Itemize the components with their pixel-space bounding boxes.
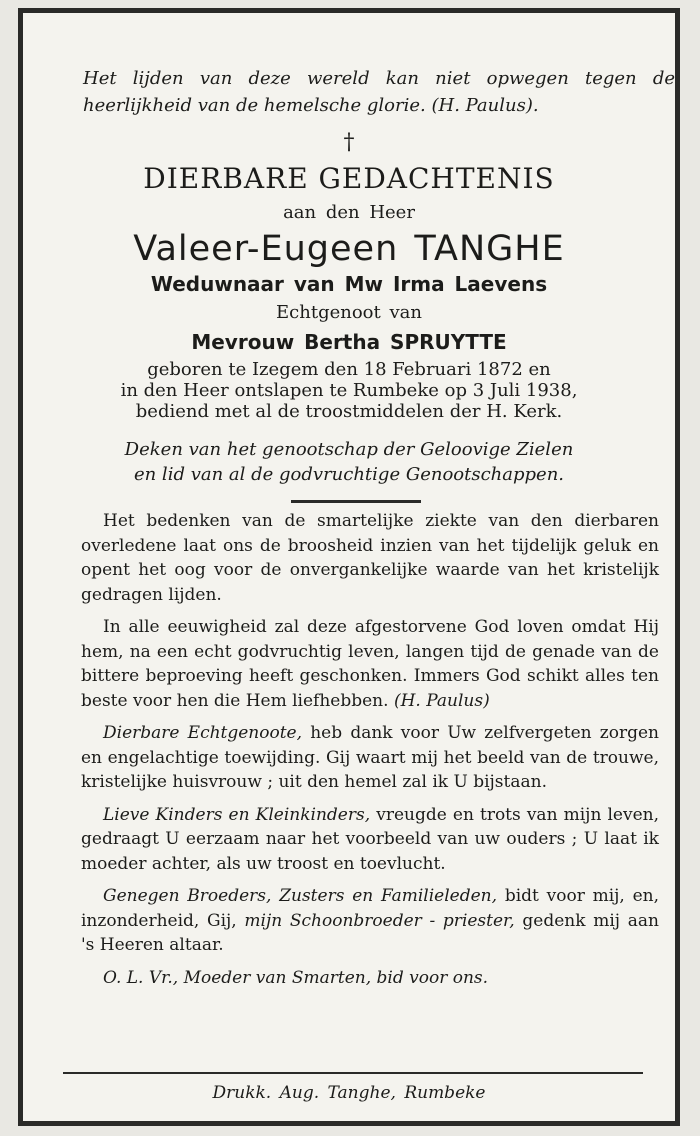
paragraph-family-mid: bidt voor mij, en, inzonderheid, Gij, [81, 886, 659, 931]
paragraph-eternity-text: In alle eeuwigheid zal deze afgestorvene God loven omdat Hij hem, na een echt godvruchtig leven, langen tijd de genade van de bittere beproeving heeft geschonken. Immers God schikt alles ten beste voor hen die Hem liefhebben. [81, 617, 659, 711]
quote-reference: (H. Paulus). [431, 95, 539, 116]
memorial-text [81, 509, 659, 998]
card-subtitle: aan den Heer [283, 202, 415, 223]
paragraph-family-priest: mijn Schoonbroeder - priester, [244, 910, 515, 931]
paragraph-family-end: gedenk mij aan 's Heeren altaar. [81, 910, 659, 955]
closing-prayer: O. L. Vr., Moeder van Smarten, bid voor ons. [103, 967, 489, 988]
paragraph-children-text: vreugde en trots van mijn leven, gedraagt U eerzaam naar het voorbeeld van uw ouders ; U laat ik moeder achter, als uw troost en toevlucht. [81, 804, 660, 874]
memorial-card [18, 8, 680, 1126]
paragraph-children-lead: Lieve Kinders en Kleinkinders, [103, 804, 371, 825]
spouse-name: Mevrouw Bertha SPRUYTTE [191, 330, 507, 354]
birth-line: geboren te Izegem den 18 Februari 1872 en [147, 359, 551, 380]
quote-text: Het lijden van deze wereld kan niet opwegen tegen de heerlijkheid van de hemelsche glorie. [83, 68, 675, 116]
membership-line-1: Deken van het genootschap der Geloovige Zielen [124, 439, 574, 460]
life-dates [83, 359, 615, 422]
paragraph-eternity-ref: (H. Paulus) [393, 690, 490, 711]
paragraph-eternity [81, 615, 659, 713]
opening-quote [83, 65, 675, 119]
paragraph-family [81, 884, 659, 958]
divider [291, 500, 421, 503]
membership-note [83, 437, 615, 487]
membership-line-2: en lid van al de godvruchtige Genootschappen. [133, 464, 565, 485]
card-title: DIERBARE GEDACHTENIS [143, 162, 555, 195]
bottom-divider [63, 1072, 643, 1074]
paragraph-children [81, 803, 659, 877]
spouse-intro: Echtgenoot van [276, 302, 422, 323]
death-line: in den Heer ontslapen te Rumbeke op 3 Juli 1938, [120, 380, 578, 401]
sacraments-line: bediend met al de troostmiddelen der H. Kerk. [135, 401, 563, 422]
paragraph-family-lead: Genegen Broeders, Zusters en Familieleden, [103, 886, 498, 906]
card-content [23, 13, 675, 1121]
deceased-name: Valeer-Eugeen TANGHE [133, 229, 565, 269]
printer-credit: Drukk. Aug. Tanghe, Rumbeke [212, 1083, 486, 1103]
cross-icon: † [343, 130, 355, 155]
paragraph-reflection: Het bedenken van de smartelijke ziekte van den dierbaren overledene laat ons de broosheid inzien van het tijdelijk geluk en opent het oog voor de onvergankelijke waarde van het kristelijk gedragen lijden. [81, 511, 659, 605]
paragraph-spouse-lead: Dierbare Echtgenoote, [103, 723, 303, 743]
paragraph-spouse [81, 721, 659, 795]
widower-line: Weduwnaar van Mw Irma Laevens [150, 272, 548, 296]
paragraph-spouse-text: heb dank voor Uw zelfvergeten zorgen en engelachtige toewijding. Gij waart mij het beeld van de trouwe, kristelijke huisvrouw ; uit den hemel zal ik U bijstaan. [81, 723, 659, 792]
